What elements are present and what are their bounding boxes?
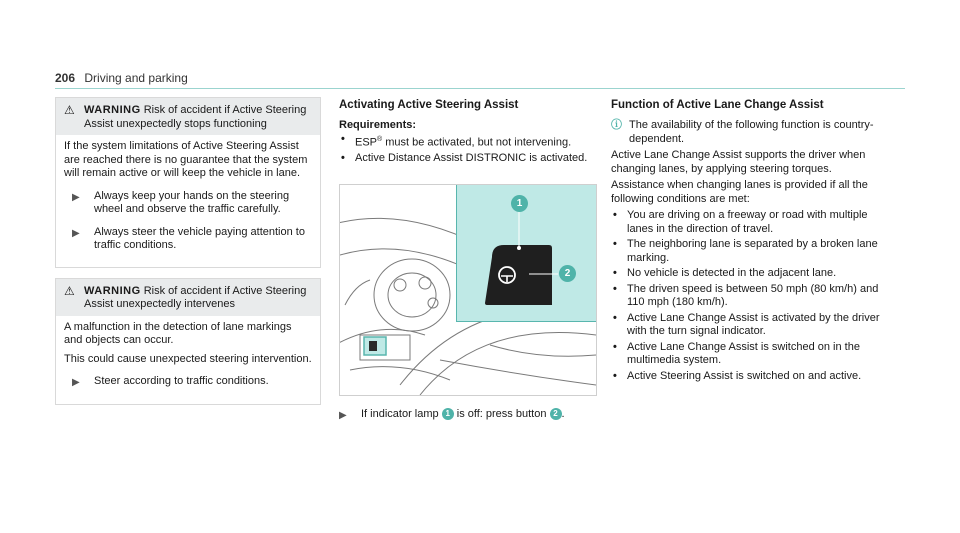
button-ref: 2 bbox=[550, 408, 562, 420]
list-item: • Active Distance Assist DISTRONIC is activated. bbox=[341, 152, 588, 165]
paragraph: Active Lane Change Assist supports the driver when changing lanes, by applying steering torques. bbox=[611, 149, 866, 175]
middle-column bbox=[339, 99, 595, 422]
warning-title: Risk of accident if Active Steering Assist unexpectedly stops functioning bbox=[84, 104, 307, 130]
conditions-list bbox=[611, 209, 881, 383]
list-item: • The driven speed is between 50 mph (80 km/h) and 110 mph (180 km/h). bbox=[613, 282, 879, 308]
requirements-label: Requirements: bbox=[339, 119, 417, 131]
list-item: • ESP® must be activated, but not intervening. bbox=[341, 133, 572, 149]
warning-triangle-icon: ⚠ bbox=[64, 283, 75, 298]
activating-heading: Activating Active Steering Assist bbox=[339, 99, 519, 111]
list-item: • Active Lane Change Assist is switched on in the multimedia system. bbox=[613, 340, 860, 366]
warning-keyword: WARNING bbox=[84, 284, 141, 297]
page-header bbox=[55, 71, 188, 85]
warning-box-stops bbox=[55, 97, 321, 268]
steering-wheel-figure bbox=[339, 184, 597, 396]
warning-keyword: WARNING bbox=[84, 104, 141, 116]
list-item: • Active Steering Assist is switched on and active. bbox=[613, 369, 862, 382]
warning-title: Risk of accident if Active Steering Assist unexpectedly intervenes bbox=[84, 284, 307, 310]
warning-text: This could cause unexpected steering intervention. bbox=[64, 352, 312, 365]
warning-body bbox=[56, 316, 320, 404]
action-step: ▶ Steer according to traffic conditions. bbox=[72, 375, 269, 388]
right-column bbox=[611, 99, 881, 385]
warning-body bbox=[56, 135, 320, 267]
callout-1: 1 bbox=[511, 195, 528, 212]
action-step: ▶ Always steer the vehicle paying attention to traffic conditions. bbox=[72, 225, 305, 251]
triangle-arrow-icon: ▶ bbox=[72, 227, 80, 239]
lane-change-heading: Function of Active Lane Change Assist bbox=[611, 99, 824, 111]
triangle-arrow-icon: ▶ bbox=[72, 377, 80, 388]
info-icon: ⓘ bbox=[611, 119, 622, 131]
callout-2: 2 bbox=[559, 265, 576, 282]
header-rule bbox=[55, 88, 905, 89]
switch-detail-inset bbox=[456, 185, 597, 322]
list-item: • The neighboring lane is separated by a broken lane marking. bbox=[613, 238, 878, 264]
warning-box-intervenes bbox=[55, 278, 321, 405]
warning-text: If the system limitations of Active Steering Assist are reached there is no guarantee that the system will remain active or will keep the vehicle in lane. bbox=[64, 140, 308, 179]
list-item: • You are driving on a freeway or road with multiple lanes in the direction of travel. bbox=[613, 209, 868, 235]
action-step: ▶ Always keep your hands on the steering wheel and observe the traffic carefully. bbox=[72, 189, 290, 215]
page-number: 206 bbox=[55, 71, 76, 85]
warning-triangle-icon: ⚠ bbox=[64, 103, 75, 117]
triangle-arrow-icon: ▶ bbox=[72, 191, 80, 203]
paragraph: Assistance when changing lanes is provided if all the following conditions are met: bbox=[611, 179, 868, 205]
left-column bbox=[55, 97, 321, 415]
warning-text: A malfunction in the detection of lane markings and objects can occur. bbox=[64, 320, 292, 346]
list-item: • Active Lane Change Assist is activated by the driver with the turn signal indicator. bbox=[613, 311, 880, 337]
action-step: ▶ If indicator lamp 1 is off: press button 2 . bbox=[339, 407, 565, 421]
warning-header bbox=[56, 98, 320, 135]
requirements-list bbox=[339, 133, 595, 166]
warning-header bbox=[56, 279, 320, 316]
triangle-arrow-icon: ▶ bbox=[339, 409, 347, 421]
section-title: Driving and parking bbox=[84, 71, 188, 85]
indicator-lamp-ref: 1 bbox=[442, 408, 454, 420]
info-note: ⓘ The availability of the following function is country-dependent. bbox=[611, 119, 874, 145]
list-item: • No vehicle is detected in the adjacent lane. bbox=[613, 267, 837, 279]
